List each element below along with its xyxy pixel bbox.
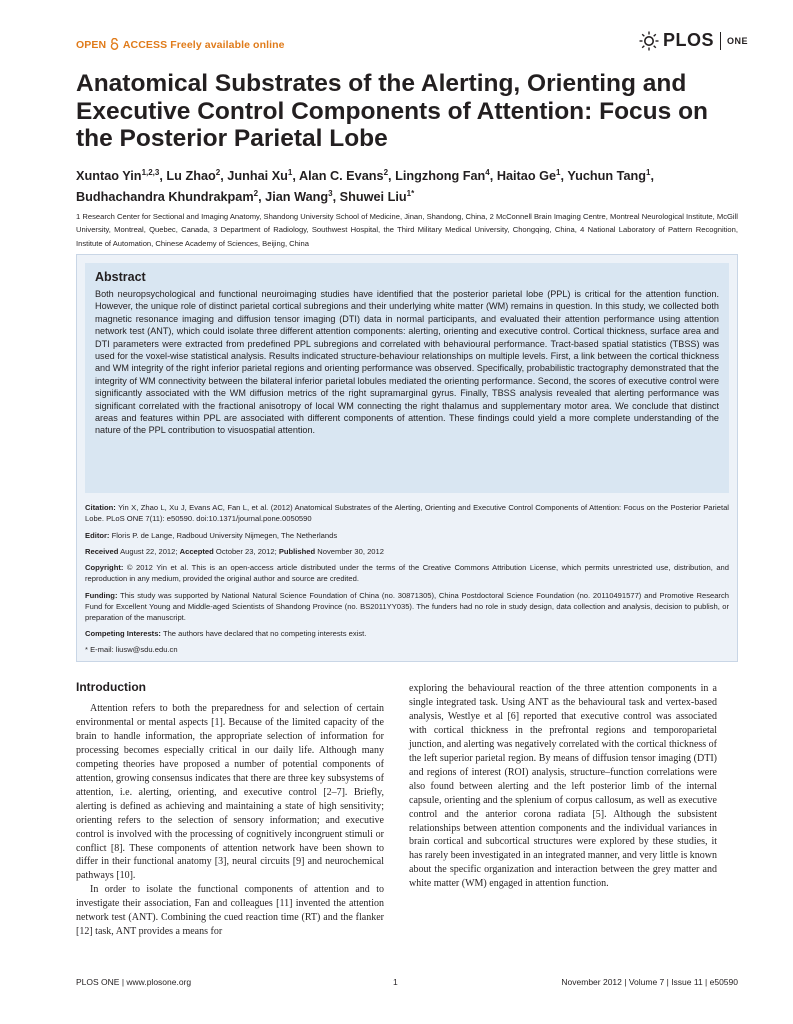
author-affiliation-mark: 3 — [328, 189, 333, 198]
author-affiliation-mark: 1,2,3 — [141, 168, 160, 177]
journal-name: ONE — [726, 35, 748, 46]
editor-text: Floris P. de Lange, Radboud University Nijmegen, The Netherlands — [111, 531, 338, 540]
affiliations: 1 Research Center for Sectional and Imaging Anatomy, Shandong University School of Medicine, Jinan, Shandong, China, 2 McConnell Brain Imaging Centre, Montreal Neurological Institute, McGill University, Montreal, Quebec, Canada, 3 Department of Radiology, Southwest Hospital, the Third Military Medical University, Chongqing, China, 4 National Laboratory of Pattern Recognition, Institute of Automation, Chinese Academy of Sciences, Beijing, China — [76, 212, 738, 248]
received-label: Received — [85, 547, 119, 556]
logo-divider — [720, 32, 721, 50]
author: Alan C. Evans — [298, 169, 384, 183]
open-access-banner[interactable] — [76, 38, 285, 53]
abstract-text: Both neuropsychological and functional neuroimaging studies have identified that the posterior parietal lobe (PPL) is critical for the attention function. However, the unique role of distinct parietal cortical subregions and their underlying white matter (WM) remains in question. In this study, we collected both magnetic resonance imaging and diffusion tensor imaging (DTI) data in normal participants, and evaluated their attention performance using attention network test (ANT), which could isolate three different attention components: alerting, orienting and executive control. Cortical thickness, surface area and DTI parameters were extracted from predefined PPL subregions and correlated with behavioural performance. Tract-based spatial statistics (TBSS) was used for the voxel-wise statistical analysis. Results indicated structure-behaviour relationships on multiple levels. First, a link between the cortical thickness and WM integrity of the right inferior parietal regions and orienting performance was observed. Specifically, probabilistic tractography demonstrated that the integrity of WM connectivity between the bilateral inferior parietal lobules mediated the orienting performance. Second, the scores of executive control were significantly associated with the WM diffusion metrics of the right supramarginal gyrus. Finally, TBSS analysis revealed that alerting performance was significant correlated with the fractional anisotropy of local WM connecting the right thalamus and supplementary motor area. We conclude that distinct areas and features within PPL are associated with different components of attention. These findings could yield a more complete understanding of the nature of the PPL contribution to visuospatial attention. — [95, 289, 719, 436]
author-affiliation-mark: 1 — [287, 168, 293, 177]
page-number: 1 — [393, 977, 398, 987]
freely-available-label: ACCESS Freely available online — [122, 39, 285, 51]
author-affiliation-mark: 2 — [383, 168, 389, 177]
abstract-heading: Abstract — [95, 270, 146, 284]
citation — [85, 502, 729, 524]
author: Budhachandra Khundrakpam — [76, 190, 254, 204]
plos-one-logo[interactable] — [639, 30, 748, 51]
funding — [85, 590, 729, 624]
body-paragraph: In order to isolate the functional components of attention and to investigate their association, Fan and colleagues [11] invented the attention network test (ANT). Combining the cued reaction time (RT) and the flanker [12] task, ANT provides a means for — [76, 884, 384, 938]
author: Lingzhong Fan — [395, 169, 486, 183]
author-affiliation-mark: 1 — [646, 168, 651, 177]
funding-label: Funding: — [85, 591, 118, 600]
author: Lu Zhao — [166, 169, 216, 183]
abstract-section — [85, 263, 729, 493]
received-date: August 22, 2012; — [120, 547, 178, 556]
article-title: Anatomical Substrates of the Alerting, Orienting and Executive Control Components of Attention: Focus on the Posterior Parietal Lobe — [76, 70, 708, 152]
citation-label: Citation: — [85, 503, 116, 512]
open-access-label: OPEN — [76, 39, 107, 51]
copyright-label: Copyright: — [85, 563, 124, 572]
author-affiliation-mark: 1 — [556, 168, 561, 177]
author: Haitao Ge — [496, 169, 557, 183]
introduction-heading: Introduction — [76, 680, 146, 694]
body-column-right — [409, 682, 717, 891]
accepted-label: Accepted — [179, 547, 214, 556]
competing-label: Competing Interests: — [85, 629, 161, 638]
plos-sun-icon — [639, 31, 659, 51]
author-affiliation-mark: 1* — [406, 189, 415, 198]
author: Shuwei Liu — [339, 190, 407, 204]
published-label: Published — [278, 547, 316, 556]
competing-text: The authors have declared that no competing interests exist. — [162, 629, 367, 638]
published-date: November 30, 2012 — [317, 547, 384, 556]
author-affiliation-mark: 2 — [215, 168, 221, 177]
author-affiliation-mark: 2 — [253, 189, 259, 198]
author: Yuchun Tang — [567, 169, 647, 183]
author-list: Xuntao Yin$^{1,2,3}$, Lu Zhao$^2$, Junhai Xu$^1$, Alan C. Evans$^2$, Lingzhong Fan$^4$, Haitao Ge$^1$, Yuchun Tang$^1$, Budhachandra Khundrakpam$^2$, Jian Wang$^3$, Shuwei Liu$^{1*}$ — [76, 168, 655, 204]
funding-text: This study was supported by National Natural Science Foundation of China (no. 30871305), China Postdoctoral Science Foundation (no. 20110491577) and Promotive Research Fund for Excellent Young and Middle-aged Scientists of Shandong Province (no. BS2011YY035). The funders had no role in study design, data collection and analysis, decision to publish, or preparation of the manuscript. — [85, 591, 729, 623]
author-affiliation-mark: 4 — [485, 168, 490, 177]
author: Junhai Xu — [227, 169, 288, 183]
body-paragraph: Attention refers to both the preparedness for and selection of certain environmental or mental aspects [1]. Because of the limited capacity of the brain to handle information, the appropriate selection of information for processing becomes especially critical in our daily life. Although many competing theories have proposed a number of potential components of attention, growing consensus indicates that there are three key subsystems of attention, i.e. alerting, orienting, and executive control [2–7]. Briefly, alerting is defined as achieving and maintaining a state of high sensitivity; orienting refers to the selection of sensory information; and executive control is involved with the processing of cognitively incongruent stimuli or conflict [8]. These components of attention network have been shown to differ in their functional anatomy [3], neural circuits [9] and neurochemical pathways [10]. — [76, 703, 384, 882]
plos-wordmark: PLOS — [662, 30, 714, 50]
dates — [85, 546, 729, 557]
open-lock-icon — [110, 38, 119, 53]
editor-label: Editor: — [85, 531, 110, 540]
copyright-text: © 2012 Yin et al. This is an open-access article distributed under the terms of the Creative Commons Attribution License, which permits unrestricted use, distribution, and reproduction in any medium, provided the original author and source are credited. — [85, 563, 729, 584]
corresponding-email[interactable]: * E-mail: liusw@sdu.edu.cn — [85, 645, 178, 654]
copyright — [85, 562, 729, 584]
accepted-date: October 23, 2012; — [215, 547, 277, 556]
footer-journal[interactable]: PLOS ONE | www.plosone.org — [76, 977, 192, 987]
author: Xuntao Yin — [76, 169, 142, 183]
footer-issue: November 2012 | Volume 7 | Issue 11 | e50590 — [561, 977, 738, 987]
body-paragraph: exploring the behavioural reaction of the three attention components in a single integrated task. Using ANT as the behavioural task and vertex-based analysis, Westlye et al [6] reported that executive control was associated with cortical thickness in the prefrontal regions and temporoparietal junction, and alerting was negatively correlated with the cortical thickness of the left superior parietal region. By means of diffusion tensor imaging (DTI) and regions of interest (ROI) analysis, structure–function correlations were also found between alerting and the left posterior limb of the internal capsule, orienting and the splenium of corpus callosum, as well as executive control and the anterior corona radiata [5]. Although the subsistent relationships between attention components and the individual variances in brain cortical and subcortical structures were explored by these studies, it has rarely been investigated in an integrated manner, and very little is known about the specific organization and interaction between the grey matter and white matter (WM) engaged in attention function. — [409, 683, 717, 890]
author: Jian Wang — [265, 190, 329, 204]
competing-interests — [85, 628, 729, 639]
editor — [85, 530, 729, 541]
body-column-left — [76, 680, 384, 939]
citation-text: Yin X, Zhao L, Xu J, Evans AC, Fan L, et al. (2012) Anatomical Substrates of the Alerting, Orienting and Executive Control Components of Attention: Focus on the Posterior Parietal Lobe. PLoS ONE 7(11): e50590. doi:10.1371/journal.pone.0050590 — [85, 503, 729, 524]
